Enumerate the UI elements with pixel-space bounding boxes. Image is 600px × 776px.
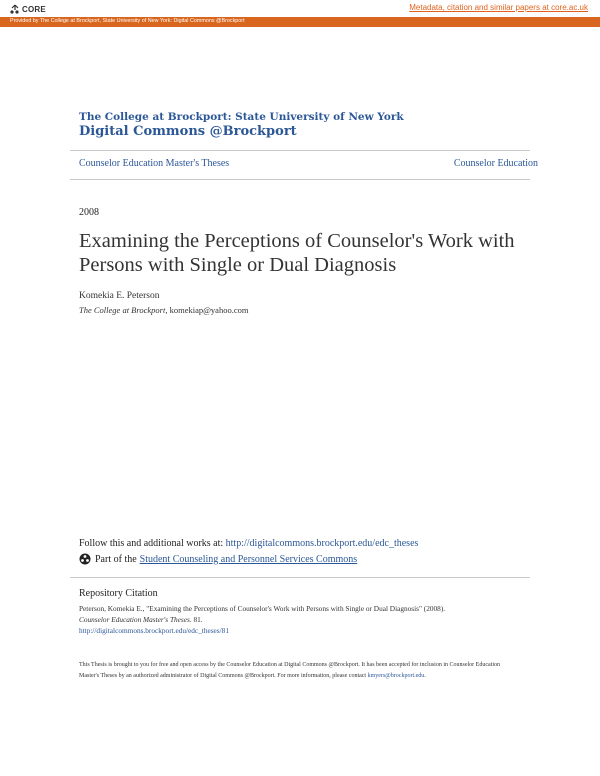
affiliation-separator: , [165,305,170,315]
author-name: Komekia E. Peterson [79,291,160,301]
part-of-line [79,553,357,565]
author-affiliation [79,305,248,315]
top-bar [0,0,600,16]
citation-url-link[interactable]: http://digitalcommons.brockport.edu/edc_theses/81 [79,626,229,635]
footer-note [79,660,519,682]
part-of-label: Part of the [95,553,137,565]
publication-year: 2008 [79,207,99,218]
core-logo[interactable] [10,2,46,16]
provided-by-text[interactable]: Provided by The College at Brockport, State University of New York: Digital Commons @Brockport [10,18,245,24]
follow-line [79,538,418,549]
core-logo-text: CORE [22,4,46,14]
metadata-link[interactable]: Metadata, citation and similar papers at core.ac.uk [409,3,588,12]
citation-block [79,603,539,636]
citation-series-number: . 81. [189,615,203,624]
citation-text: Peterson, Komekia E., "Examining the Perceptions of Counselor's Work with Persons with Single or Dual Diagnosis" (2008). [79,604,446,613]
repository-name[interactable]: Digital Commons @Brockport [79,124,297,139]
paper-title: Examining the Perceptions of Counselor's Work with Persons with Single or Dual Diagnosis [79,230,515,276]
footer-note-text: This Thesis is brought to you for free and open access by the Counselor Education at Digital Commons @Brockport. It has been accepted for inclusion in Counselor Education Master's Theses by an authorized administrator of Digital Commons @Brockport. For more information, please contact [79,662,500,679]
follow-label: Follow this and additional works at: [79,538,224,549]
collection-link[interactable]: Counselor Education Master's Theses [79,158,230,169]
citation-heading: Repository Citation [79,588,158,599]
commons-link[interactable]: Student Counseling and Personnel Services Commons [139,553,358,565]
citation-series: Counselor Education Master's Theses [79,615,190,624]
author-email: komekiap@yahoo.com [169,305,249,315]
divider-citation [70,577,530,578]
institution-name[interactable]: The College at Brockport: State University of New York [79,111,404,123]
divider-top [70,150,530,151]
divider-bottom [70,179,530,180]
core-logo-icon [10,4,20,15]
follow-url-link[interactable]: http://digitalcommons.brockport.edu/edc_theses [225,538,419,549]
provided-by-banner [0,17,600,27]
contact-email-link[interactable]: kmyers@brockport.edu [367,673,425,679]
department-link[interactable]: Counselor Education [453,158,538,169]
network-icon [79,553,91,565]
affiliation-name: The College at Brockport [79,305,166,315]
footer-end: . [424,673,426,679]
